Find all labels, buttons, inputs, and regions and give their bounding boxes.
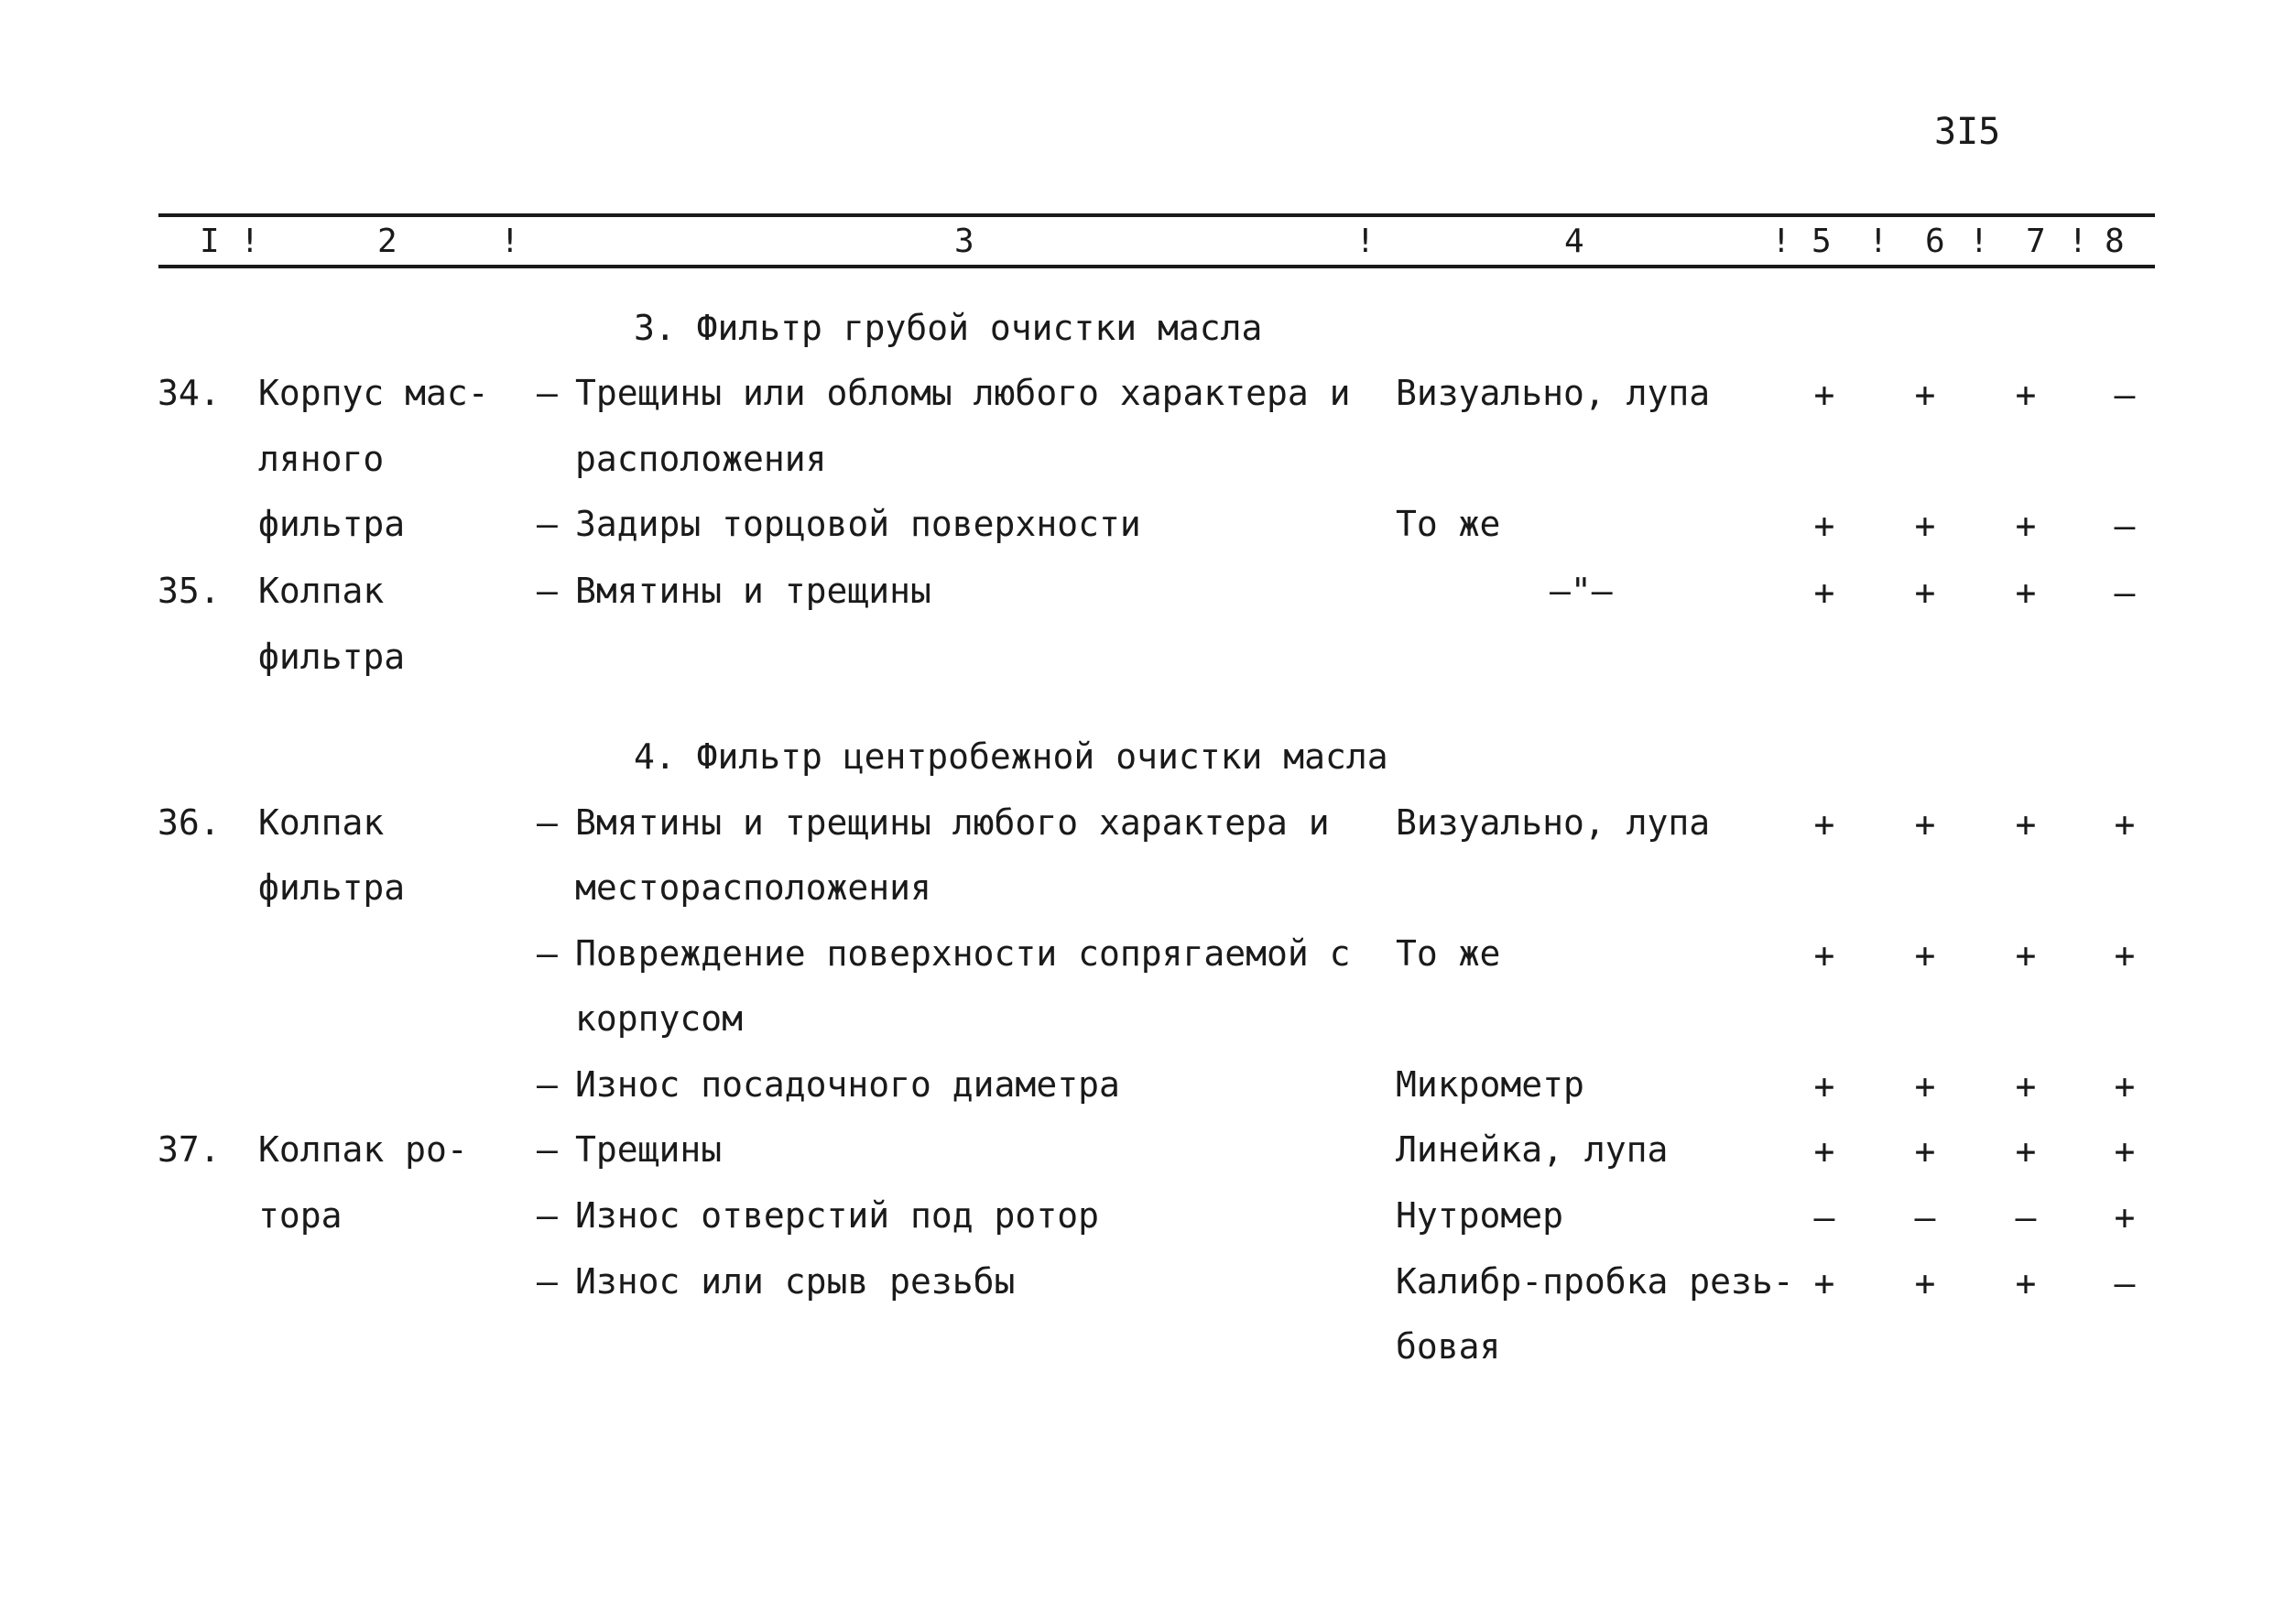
part-name-line: ляного xyxy=(258,439,385,479)
header-separator: ! xyxy=(1355,223,1376,260)
mark-col-5: + xyxy=(1813,572,1835,613)
mark-col-6: + xyxy=(1914,935,1936,975)
mark-col-6: – xyxy=(1914,1197,1936,1237)
header-col-5: 5 xyxy=(1812,223,1832,260)
mark-col-5: + xyxy=(1813,1066,1835,1106)
header-col-7: 7 xyxy=(2026,223,2046,260)
part-name-line: Колпак ро- xyxy=(258,1129,468,1170)
mark-col-8: – xyxy=(2114,506,2136,546)
mark-col-5: + xyxy=(1813,375,1835,415)
page-number: 3I5 xyxy=(1934,111,2001,153)
header-separator: ! xyxy=(500,223,520,260)
defect-bullet: – xyxy=(537,571,558,611)
mark-col-7: + xyxy=(2015,1066,2037,1106)
inspection-method: бовая xyxy=(1396,1326,1501,1367)
row-number: 36. xyxy=(158,802,221,843)
mark-col-8: – xyxy=(2114,572,2136,613)
mark-col-7: – xyxy=(2015,1197,2037,1237)
mark-col-6: + xyxy=(1914,1131,1936,1172)
mark-col-7: + xyxy=(2015,804,2037,845)
defect-text: расположения xyxy=(575,439,827,479)
defect-bullet: – xyxy=(537,1261,558,1302)
row-number: 35. xyxy=(158,571,221,611)
header-separator: ! xyxy=(2068,223,2088,260)
header-col-2: 2 xyxy=(377,223,397,260)
row-number: 34. xyxy=(158,373,221,413)
defect-bullet: – xyxy=(537,1195,558,1236)
part-name-line: Корпус мас- xyxy=(258,373,489,413)
inspection-method: То же xyxy=(1396,504,1501,544)
part-name-line: Колпак xyxy=(258,571,385,611)
table-header-bottom-rule xyxy=(158,265,2155,268)
mark-col-8: + xyxy=(2114,1131,2136,1172)
section-title: 4. Фильтр центробежной очистки масла xyxy=(634,736,1388,777)
defect-bullet: – xyxy=(537,373,558,413)
defect-bullet: – xyxy=(537,1129,558,1170)
defect-text: Повреждение поверхности сопрягаемой с xyxy=(575,933,1351,974)
mark-col-5: + xyxy=(1813,506,1835,546)
header-separator: ! xyxy=(240,223,260,260)
mark-col-7: + xyxy=(2015,375,2037,415)
mark-col-8: + xyxy=(2114,804,2136,845)
header-col-4: 4 xyxy=(1564,223,1584,260)
mark-col-5: + xyxy=(1813,804,1835,845)
mark-col-6: + xyxy=(1914,572,1936,613)
mark-col-7: + xyxy=(2015,1263,2037,1303)
defect-text: Вмятины и трещины любого характера и xyxy=(575,802,1330,843)
defect-bullet: – xyxy=(537,802,558,843)
mark-col-8: + xyxy=(2114,1066,2136,1106)
mark-col-5: – xyxy=(1813,1197,1835,1237)
mark-col-6: + xyxy=(1914,1066,1936,1106)
mark-col-6: + xyxy=(1914,506,1936,546)
mark-col-8: – xyxy=(2114,1263,2136,1303)
mark-col-7: + xyxy=(2015,935,2037,975)
mark-col-5: + xyxy=(1813,1131,1835,1172)
mark-col-6: + xyxy=(1914,1263,1936,1303)
mark-col-8: – xyxy=(2114,375,2136,415)
defect-text: Трещины или обломы любого характера и xyxy=(575,373,1351,413)
header-separator: ! xyxy=(1868,223,1888,260)
defect-bullet: – xyxy=(537,504,558,544)
mark-col-6: + xyxy=(1914,804,1936,845)
mark-col-7: + xyxy=(2015,506,2037,546)
header-col-6: 6 xyxy=(1925,223,1945,260)
header-col-1: I xyxy=(200,223,220,260)
mark-col-8: + xyxy=(2114,1197,2136,1237)
mark-col-6: + xyxy=(1914,375,1936,415)
section-title: 3. Фильтр грубой очистки масла xyxy=(634,308,1263,348)
table-header-top-rule xyxy=(158,213,2155,217)
inspection-method: Нутромер xyxy=(1396,1195,1564,1236)
part-name-line: тора xyxy=(258,1195,343,1236)
part-name-line: фильтра xyxy=(258,637,406,677)
defect-text: Износ или срыв резьбы xyxy=(575,1261,1016,1302)
part-name-line: фильтра xyxy=(258,867,406,908)
row-number: 37. xyxy=(158,1129,221,1170)
inspection-method: Визуально, лупа xyxy=(1396,802,1711,843)
defect-bullet: – xyxy=(537,933,558,974)
header-separator: ! xyxy=(1969,223,1989,260)
defect-text: Износ отверстий под ротор xyxy=(575,1195,1099,1236)
inspection-method: Визуально, лупа xyxy=(1396,373,1711,413)
defect-text: месторасположения xyxy=(575,867,931,908)
inspection-method-ditto: –"– xyxy=(1550,571,1613,611)
inspection-method: Линейка, лупа xyxy=(1396,1129,1669,1170)
inspection-method: Микрометр xyxy=(1396,1064,1584,1105)
mark-col-5: + xyxy=(1813,935,1835,975)
defect-text: Задиры торцовой поверхности xyxy=(575,504,1141,544)
mark-col-8: + xyxy=(2114,935,2136,975)
inspection-method: То же xyxy=(1396,933,1501,974)
part-name-line: Колпак xyxy=(258,802,385,843)
header-col-3: 3 xyxy=(954,223,974,260)
mark-col-7: + xyxy=(2015,1131,2037,1172)
header-separator: ! xyxy=(1771,223,1791,260)
defect-text: Износ посадочного диаметра xyxy=(575,1064,1120,1105)
defect-text: Вмятины и трещины xyxy=(575,571,931,611)
defect-text: корпусом xyxy=(575,998,744,1039)
header-col-8: 8 xyxy=(2105,223,2125,260)
defect-text: Трещины xyxy=(575,1129,723,1170)
part-name-line: фильтра xyxy=(258,504,406,544)
mark-col-5: + xyxy=(1813,1263,1835,1303)
defect-bullet: – xyxy=(537,1064,558,1105)
mark-col-7: + xyxy=(2015,572,2037,613)
inspection-method: Калибр-пробка резь- xyxy=(1396,1261,1794,1302)
